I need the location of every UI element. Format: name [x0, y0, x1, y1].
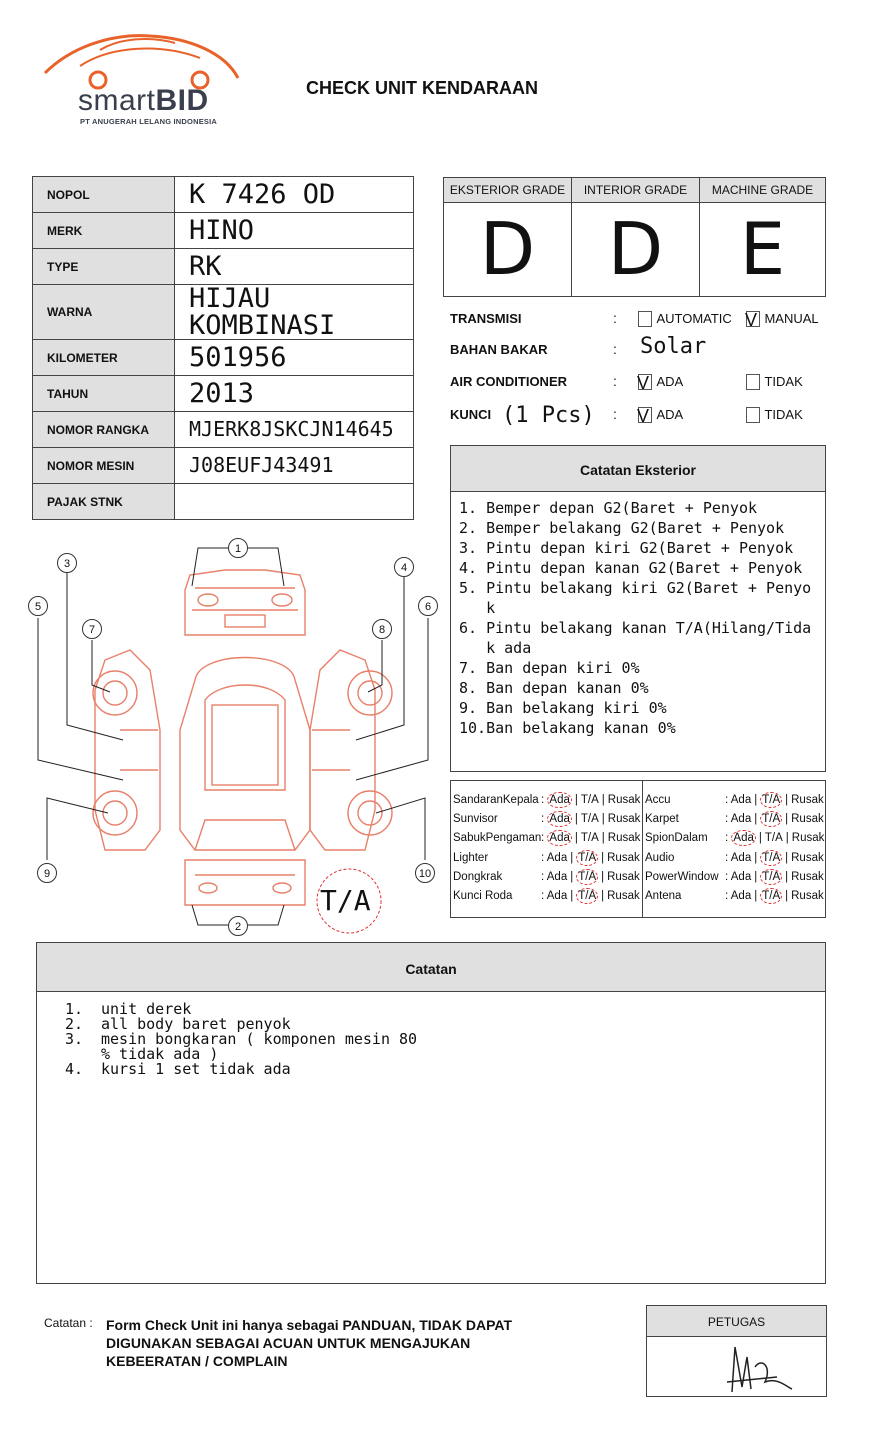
grade-label: MACHINE GRADE: [700, 178, 825, 203]
callout-1: 1: [228, 538, 248, 558]
accessory-name: SpionDalam: [645, 832, 708, 845]
list-item: [65, 1062, 825, 1077]
list-number: 3.: [65, 1030, 84, 1048]
notes-title: Catatan: [37, 943, 825, 992]
info-row: [33, 376, 414, 412]
ac-tidak-checkbox[interactable]: [746, 374, 760, 390]
footer-label: Catatan :: [44, 1316, 93, 1330]
separator: |: [785, 890, 789, 902]
option-ta[interactable]: T/A: [762, 813, 781, 826]
accessory-row: [453, 791, 640, 810]
option-ta[interactable]: T/A: [762, 851, 781, 864]
callout-9: 9: [37, 863, 57, 883]
logo-text: smartBID: [78, 84, 209, 117]
exterior-notes-list: 1. Bemper depan G2(Baret + Penyok 2. Bemper belakang G2(Baret + Penyok 3. Pintu depan kiri G2(Baret + Penyok 4. Pintu depan kanan G2(Baret + Penyok 5. Pintu belakang kiri G2(Baret + Penyo k 6. Pintu belakang kanan T/A(Hilang/Tida k ada 7. Ban depan kiri 0% 8. Ban depan kanan 0% 9. Ban belakang kiri 0% 10.Ban belakang kanan 0%: [459, 499, 812, 737]
option-ada[interactable]: Ada: [730, 870, 752, 883]
check-mark: V: [745, 309, 758, 330]
ac-tidak-label: TIDAK: [764, 374, 803, 389]
option-rusak[interactable]: Rusak: [791, 794, 824, 806]
accessory-row: [645, 810, 824, 829]
option-ta[interactable]: T/A: [580, 813, 599, 826]
accessory-row: [645, 887, 824, 906]
separator: |: [601, 813, 605, 826]
info-key: NOPOL: [33, 177, 175, 213]
kunci-tidak-checkbox[interactable]: [746, 407, 760, 423]
automatic-label: AUTOMATIC: [656, 311, 732, 326]
info-row: [33, 484, 414, 520]
option-rusak[interactable]: Rusak: [791, 813, 824, 826]
divider: [642, 781, 643, 917]
colon: :: [541, 813, 545, 826]
grade-value: E: [739, 207, 786, 291]
colon: :: [725, 890, 729, 902]
info-key: KILOMETER: [33, 340, 175, 376]
check-mark: V: [637, 405, 650, 426]
kunci-label: KUNCI: [450, 407, 492, 422]
exterior-notes-title: Catatan Eksterior: [451, 446, 825, 492]
colon: :: [613, 406, 617, 422]
callout-5: 5: [28, 596, 48, 616]
list-number: 4.: [65, 1060, 84, 1078]
separator: |: [601, 832, 605, 845]
check-mark: V: [637, 372, 650, 393]
kunci-tidak-label: TIDAK: [764, 407, 803, 422]
ta-stamp: T/A: [320, 884, 371, 917]
accessory-row: [453, 810, 640, 829]
option-rusak[interactable]: Rusak: [607, 890, 640, 902]
vehicle-info-table: [32, 176, 414, 520]
accessory-row: [645, 868, 824, 887]
option-rusak[interactable]: Rusak: [791, 890, 824, 902]
callout-3: 3: [57, 553, 77, 573]
option-ada[interactable]: Ada: [730, 813, 752, 826]
option-ada[interactable]: Ada: [549, 813, 570, 826]
callout-8: 8: [372, 619, 392, 639]
colon: :: [725, 870, 729, 883]
info-value: [175, 484, 414, 520]
info-row: [33, 213, 414, 249]
accessory-row: [453, 868, 640, 887]
grade-label: EKSTERIOR GRADE: [444, 178, 571, 203]
accessory-name: Karpet: [645, 813, 679, 826]
info-row: [33, 249, 414, 285]
exterior-grade: [444, 178, 572, 296]
info-value: RK: [175, 249, 414, 285]
logo-company: PT ANUGERAH LELANG INDONESIA: [80, 117, 217, 126]
option-ta[interactable]: T/A: [580, 794, 599, 806]
interior-grade: [572, 178, 700, 296]
kunci-ada-label: ADA: [656, 407, 684, 422]
colon: :: [613, 341, 617, 357]
info-key: MERK: [33, 213, 175, 249]
option-ta[interactable]: T/A: [578, 870, 597, 883]
separator: |: [785, 832, 789, 845]
info-value: HIJAU KOMBINASI: [175, 285, 414, 340]
list-text: % tidak ada ): [101, 1045, 219, 1063]
list-text: unit derek: [101, 1000, 192, 1018]
colon: :: [613, 373, 617, 389]
option-rusak[interactable]: Rusak: [791, 851, 824, 864]
option-ada[interactable]: Ada: [549, 832, 570, 845]
option-ada[interactable]: Ada: [730, 890, 752, 902]
accessory-name: Audio: [645, 851, 675, 864]
separator: |: [601, 890, 605, 902]
accessory-name: Antena: [645, 890, 682, 902]
separator: |: [574, 832, 578, 845]
info-key: WARNA: [33, 285, 175, 340]
accessories-panel: [450, 780, 826, 918]
kunci-count: (1 Pcs): [502, 403, 595, 428]
ac-label: AIR CONDITIONER: [450, 374, 567, 389]
accessory-row: [453, 849, 640, 868]
option-rusak[interactable]: Rusak: [791, 832, 825, 845]
ac-ada-option[interactable]: [638, 373, 683, 391]
option-ada[interactable]: Ada: [730, 851, 752, 864]
petugas-label: PETUGAS: [647, 1306, 826, 1337]
callout-6: 6: [418, 596, 438, 616]
notes-panel: [36, 942, 826, 1284]
colon: :: [541, 870, 545, 883]
info-key: PAJAK STNK: [33, 484, 175, 520]
transmisi-label: TRANSMISI: [450, 311, 522, 326]
info-value: MJERK8JSKCJN14645: [175, 412, 414, 448]
info-value: 501956: [175, 340, 414, 376]
option-ta[interactable]: T/A: [762, 870, 781, 883]
separator: |: [574, 794, 578, 806]
page-title: CHECK UNIT KENDARAAN: [306, 78, 538, 98]
callout-10: 10: [415, 863, 435, 883]
separator: |: [785, 794, 789, 806]
option-ada[interactable]: Ada: [730, 794, 752, 806]
accessory-name: Dongkrak: [453, 870, 503, 883]
colon: :: [725, 813, 729, 826]
callout-7: 7: [82, 619, 102, 639]
grade-panel: [443, 177, 826, 297]
car-damage-diagram: [20, 530, 450, 940]
separator: |: [574, 813, 578, 826]
manual-label: MANUAL: [764, 311, 819, 326]
separator: |: [785, 870, 789, 883]
accessory-name: PowerWindow: [645, 870, 719, 883]
automatic-option[interactable]: [638, 310, 732, 328]
colon: :: [541, 794, 545, 806]
accessory-name: SandaranKepala: [453, 794, 539, 806]
accessory-name: Kunci Roda: [453, 890, 513, 902]
separator: |: [754, 890, 758, 902]
option-rusak[interactable]: Rusak: [607, 870, 640, 883]
accessory-row: [645, 849, 824, 868]
list-text: all body baret penyok: [101, 1015, 291, 1033]
ac-ada-label: ADA: [656, 374, 684, 389]
kunci-ada-checkbox[interactable]: [637, 405, 652, 426]
accessory-name: Sunvisor: [453, 813, 498, 826]
option-ta[interactable]: T/A: [764, 832, 783, 845]
grade-value: D: [607, 207, 664, 291]
option-ta[interactable]: T/A: [578, 851, 597, 864]
footer-disclaimer: Form Check Unit ini hanya sebagai PANDUAN, TIDAK DAPAT DIGUNAKAN SEBAGAI ACUAN UNTUK MENGAJUKAN KEBEERATAN / COMPLAIN: [106, 1317, 513, 1369]
option-rusak[interactable]: Rusak: [607, 851, 640, 864]
separator: |: [754, 870, 758, 883]
info-row: [33, 448, 414, 484]
separator: |: [570, 870, 574, 883]
separator: |: [601, 851, 605, 864]
separator: |: [754, 794, 758, 806]
signature-icon: [647, 1337, 826, 1397]
ac-ada-checkbox[interactable]: [637, 372, 652, 393]
option-ada[interactable]: Ada: [549, 794, 570, 806]
separator: |: [754, 813, 758, 826]
callout-4: 4: [394, 557, 414, 577]
accessory-row: [453, 887, 640, 906]
info-value: J08EUFJ43491: [175, 448, 414, 484]
manual-option[interactable]: [746, 310, 819, 328]
automatic-checkbox[interactable]: [638, 311, 652, 327]
grade-value: D: [479, 207, 536, 291]
separator: |: [754, 851, 758, 864]
colon: :: [725, 794, 729, 806]
info-key: TYPE: [33, 249, 175, 285]
option-rusak[interactable]: Rusak: [607, 813, 641, 826]
info-value: K 7426 OD: [175, 177, 414, 213]
petugas-box: [646, 1305, 827, 1397]
option-ada[interactable]: Ada: [546, 870, 568, 883]
accessory-row: [645, 829, 824, 848]
list-text: mesin bongkaran ( komponen mesin 80: [101, 1030, 418, 1048]
option-ta[interactable]: T/A: [578, 890, 597, 902]
option-ada[interactable]: Ada: [733, 832, 754, 845]
option-ada[interactable]: Ada: [546, 890, 568, 902]
info-key: TAHUN: [33, 376, 175, 412]
option-ta[interactable]: T/A: [762, 890, 781, 902]
bahan-bakar-label: BAHAN BAKAR: [450, 342, 548, 357]
bahan-bakar-value: Solar: [640, 334, 707, 359]
colon: :: [725, 851, 729, 864]
notes-list: [37, 992, 825, 1077]
accessory-name: Lighter: [453, 851, 489, 864]
separator: |: [570, 890, 574, 902]
list-number: 2.: [65, 1015, 84, 1033]
ac-tidak-option[interactable]: [746, 373, 803, 391]
car-outline-icon: [20, 530, 450, 940]
separator: |: [601, 794, 605, 806]
kunci-ada-option[interactable]: [638, 406, 683, 424]
accessory-row: [645, 791, 824, 810]
option-rusak[interactable]: Rusak: [607, 832, 641, 845]
info-row: [33, 285, 414, 340]
info-row: [33, 340, 414, 376]
info-key: NOMOR MESIN: [33, 448, 175, 484]
separator: |: [570, 851, 574, 864]
accessory-name: Accu: [645, 794, 671, 806]
info-value: 2013: [175, 376, 414, 412]
manual-checkbox[interactable]: [745, 309, 760, 330]
list-number: 1.: [65, 1000, 84, 1018]
option-ada[interactable]: Ada: [546, 851, 568, 864]
option-rusak[interactable]: Rusak: [607, 794, 641, 806]
machine-grade: [700, 178, 825, 296]
kunci-tidak-option[interactable]: [746, 406, 803, 424]
grade-label: INTERIOR GRADE: [572, 178, 699, 203]
separator: |: [758, 832, 762, 845]
colon: :: [541, 851, 545, 864]
separator: |: [785, 813, 789, 826]
option-ta[interactable]: T/A: [580, 832, 599, 845]
list-text: kursi 1 set tidak ada: [101, 1060, 291, 1078]
option-rusak[interactable]: Rusak: [791, 870, 824, 883]
info-value: HINO: [175, 213, 414, 249]
info-row: [33, 412, 414, 448]
colon: :: [541, 832, 545, 845]
colon: :: [725, 832, 729, 845]
separator: |: [785, 851, 789, 864]
info-row: [33, 177, 414, 213]
accessory-row: [453, 829, 640, 848]
option-ta[interactable]: T/A: [762, 794, 781, 806]
callout-2: 2: [228, 916, 248, 936]
colon: :: [541, 890, 545, 902]
info-key: NOMOR RANGKA: [33, 412, 175, 448]
exterior-notes-panel: [450, 445, 826, 772]
colon: :: [613, 310, 617, 326]
separator: |: [601, 870, 605, 883]
accessory-name: SabukPengaman: [453, 832, 542, 845]
